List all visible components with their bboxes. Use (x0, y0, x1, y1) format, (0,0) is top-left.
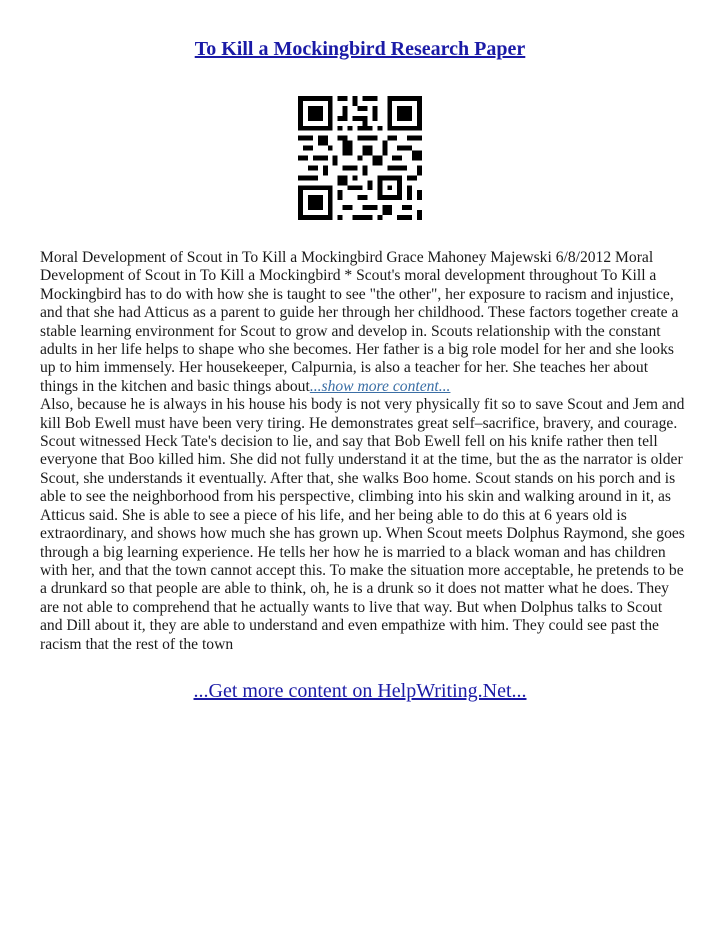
get-more-content-link[interactable]: ...Get more content on HelpWriting.Net... (193, 680, 527, 702)
title-link[interactable]: To Kill a Mockingbird Research Paper (194, 38, 526, 60)
qr-code-icon (298, 96, 422, 220)
show-more-link[interactable]: ...show more content... (309, 377, 451, 395)
page-title (0, 38, 720, 61)
footer (0, 680, 720, 703)
essay-paragraph-1: Moral Development of Scout in To Kill a Mockingbird Grace Mahoney Majewski 6/8/2012 Moral Development of Scout in To Kill a Mockingbird * Scout's moral development throughout To Kill a Mockingbird has to do with how she is taught to see "the other", her exposure to racism and injustice, and that she had Atticus as a parent to guide her through her childhood. These factors together create a stable learning environment for Scout to grow and develop in. Scouts relationship with the constant adults in her life helps to shape who she becomes. Her father is a big role model for her and she looks up to him immensely. Her housekeeper, Calpurnia, is also a teacher for her. She teaches her about things in the kitchen and basic things about (40, 249, 679, 395)
essay-paragraph-2: Also, because he is always in his house his body is not very physically fit so to save Scout and Jem and kill Bob Ewell must have been very tiring. He demonstrates great self–sacrifice, bravery, and courage. Scout witnessed Heck Tate's decision to lie, and say that Bob Ewell fell on his knife rather then tell everyone that Boo killed him. She did not fully understand it at the time, but the as the narrator is older Scout, she understands it eventually. After that, she walks Boo home. Scout stands on his porch and is able to see the neighborhood from his perspective, climbing into his skin and walking around in it, as Atticus said. She is able to see a piece of his life, and her being able to do this at 6 years old is extraordinary, and shows how much she has grown up. When Scout meets Dolphus Raymond, she goes through a big learning experience. He tells her how he is married to a black woman and has children with her, and that the town cannot accept this. To make the situation more acceptable, he pretends to be a drunkard so that people are able to think, oh, he is a drunk so it does not matter what he does. They are not able to comprehend that he actually wants to live that way. But when Dolphus talks to Scout and Dill about it, they are able to understand and even empathize with him. They could see past the racism that the rest of the town (40, 396, 685, 653)
essay-body (40, 249, 688, 654)
